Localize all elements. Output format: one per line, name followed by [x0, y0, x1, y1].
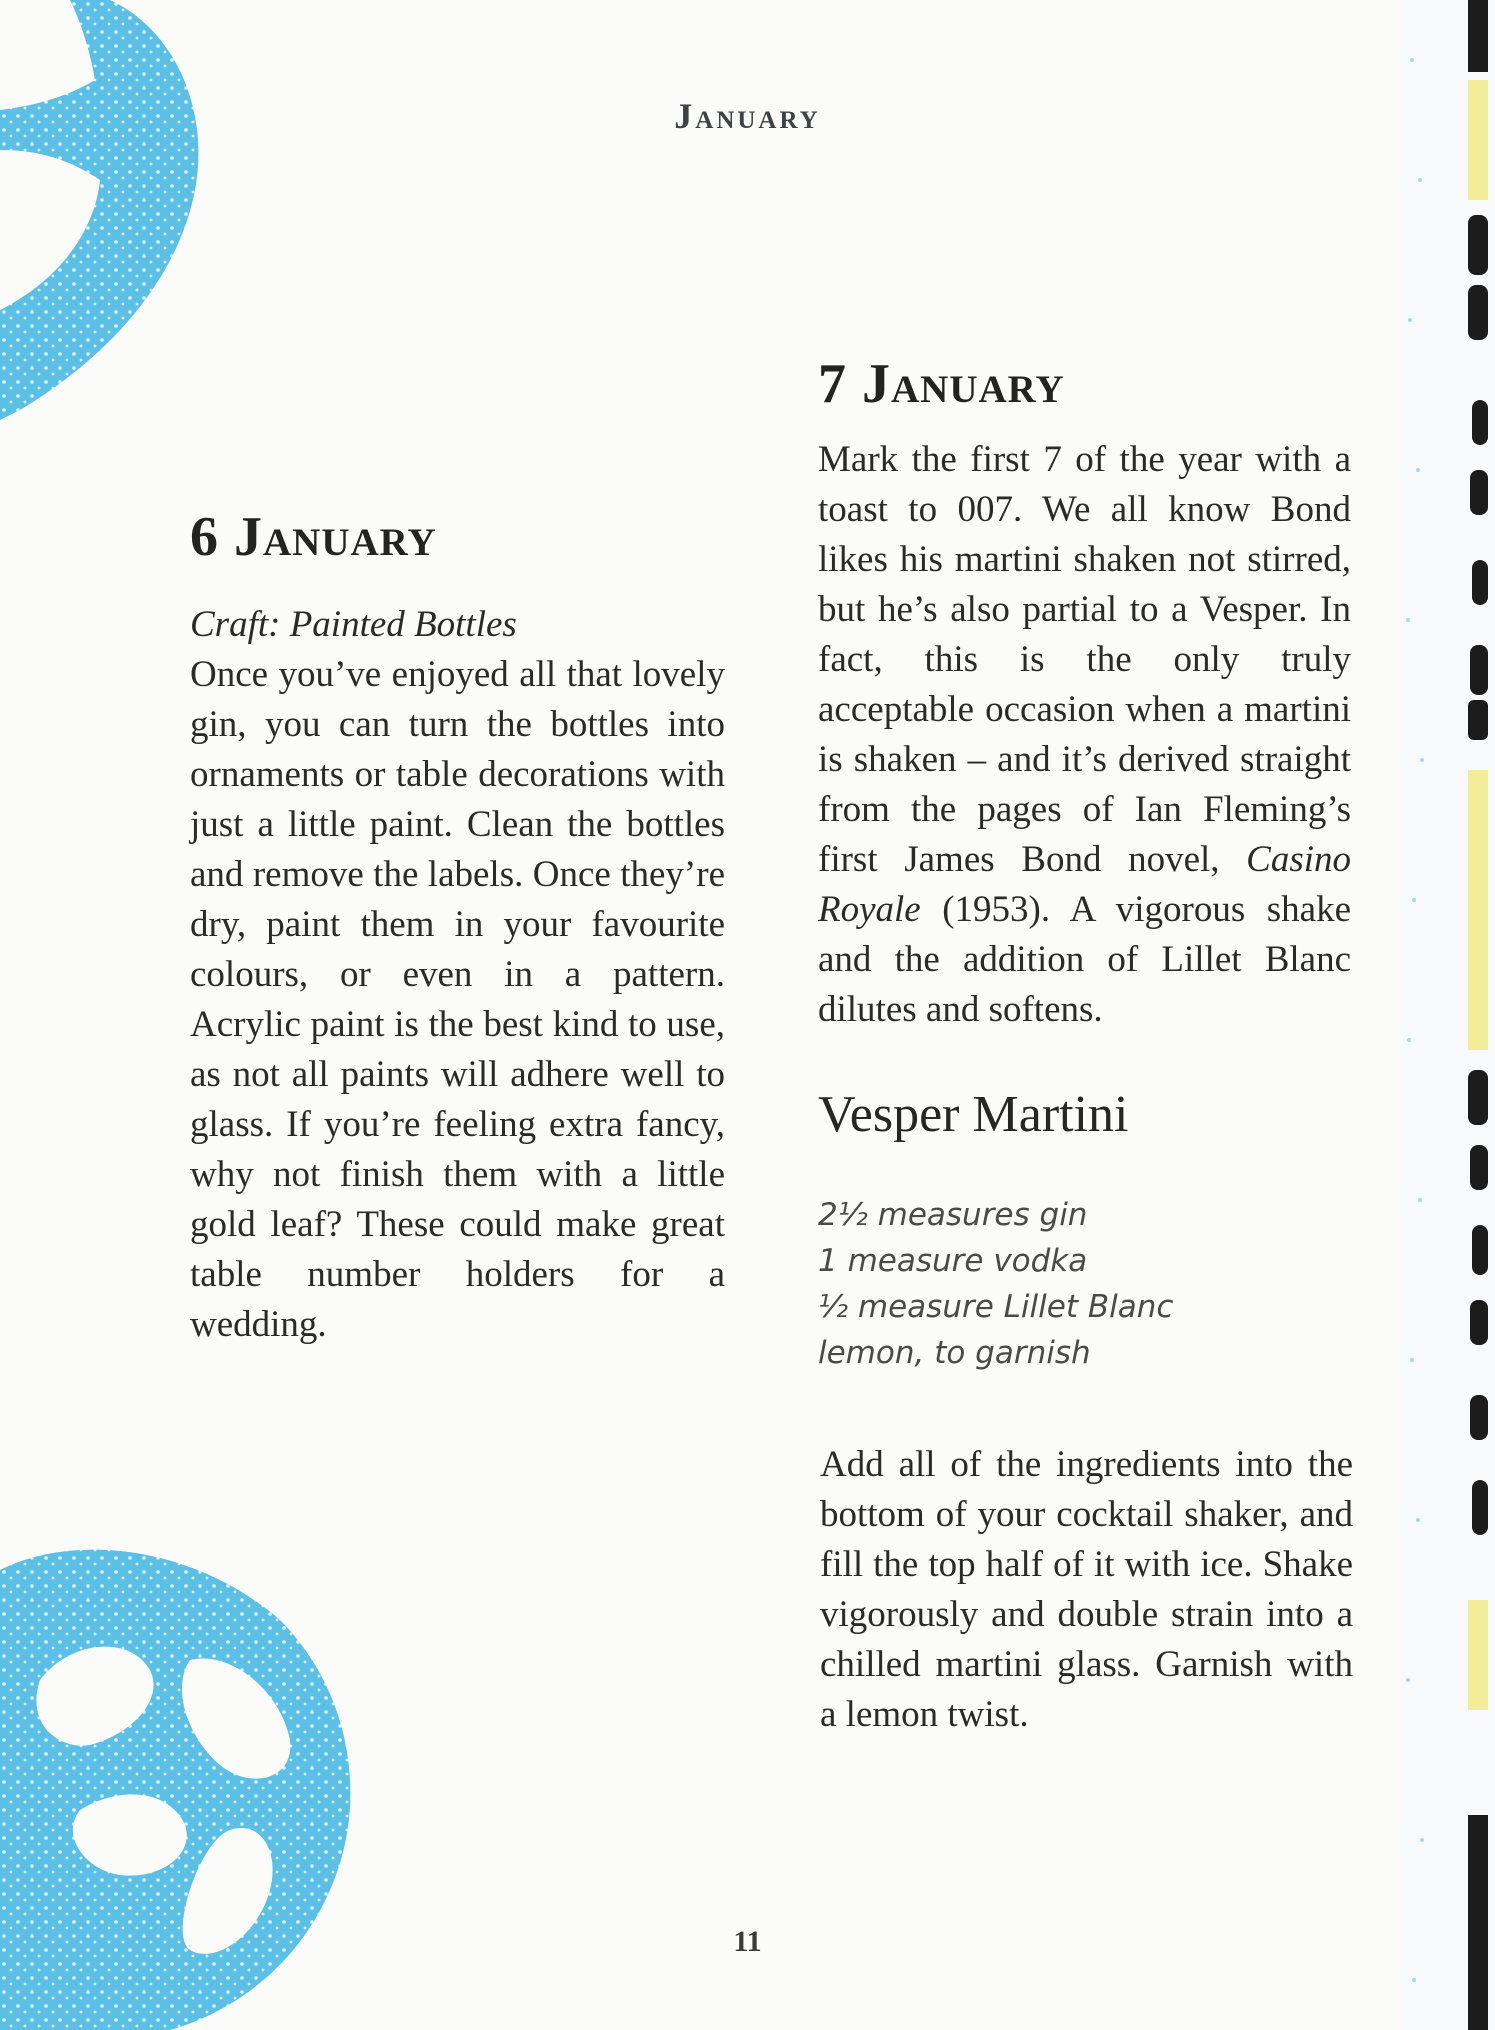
recipe-title: Vesper Martini: [818, 1086, 1129, 1143]
running-head: January: [674, 96, 821, 136]
ingredient-list: [818, 1192, 1173, 1376]
entry-title-6-january: 6 January: [190, 506, 437, 568]
recipe-method: Add all of the ingredients into the bottom of your cocktail shaker, and fill the top half of it with ice. Shake vigorously and double strain into a chilled martini glass. Garnish with a lemon twist.: [820, 1444, 1353, 1735]
intro-text-end: (1953). A vigorous shake and the addition of Lillet Blanc dilutes and softens.: [818, 889, 1351, 1030]
page-number: 11: [733, 1925, 762, 1958]
ingredient-item: ½ measure Lillet Blanc: [818, 1289, 1174, 1325]
page-edge-strip: [1400, 0, 1495, 2030]
ingredient-item: 2½ measures gin: [818, 1197, 1088, 1233]
entry-intro-7-january: [818, 435, 1351, 1035]
ingredient-item: 1 measure vodka: [818, 1243, 1088, 1279]
entry-title-7-january: 7 January: [818, 353, 1065, 415]
craft-subtitle: Craft: Painted Bottles: [190, 604, 517, 645]
craft-paragraph: Once you’ve enjoyed all that lovely gin, you can turn the bottles into ornaments or table decorations with just a little paint. Clean the bottles and remove the labels. Once they’re dry, paint them in your favourite colours, or even in a pattern. Acrylic paint is the best kind to use, as not all paints will adhere well to glass. If you’re feeling extra fancy, why not finish them with a little gold leaf? These could make great table number holders for a wedding.: [190, 654, 725, 1345]
lemon-slice-decoration-top: [0, 0, 240, 440]
entry-body-6-january: [190, 600, 725, 1350]
ingredient-item: lemon, to garnish: [818, 1335, 1091, 1371]
book-title: Casino Royale: [818, 839, 1351, 930]
intro-text-start: Mark the first 7 of the year with a toast to 007. We all know Bond likes his martini shaken not stirred, but he’s also partial to a Vesper. In fact, this is the only truly acceptable occasion when a martini is shaken – and it’s derived straight from the pages of Ian Fleming’s first James Bond novel,: [818, 439, 1351, 880]
